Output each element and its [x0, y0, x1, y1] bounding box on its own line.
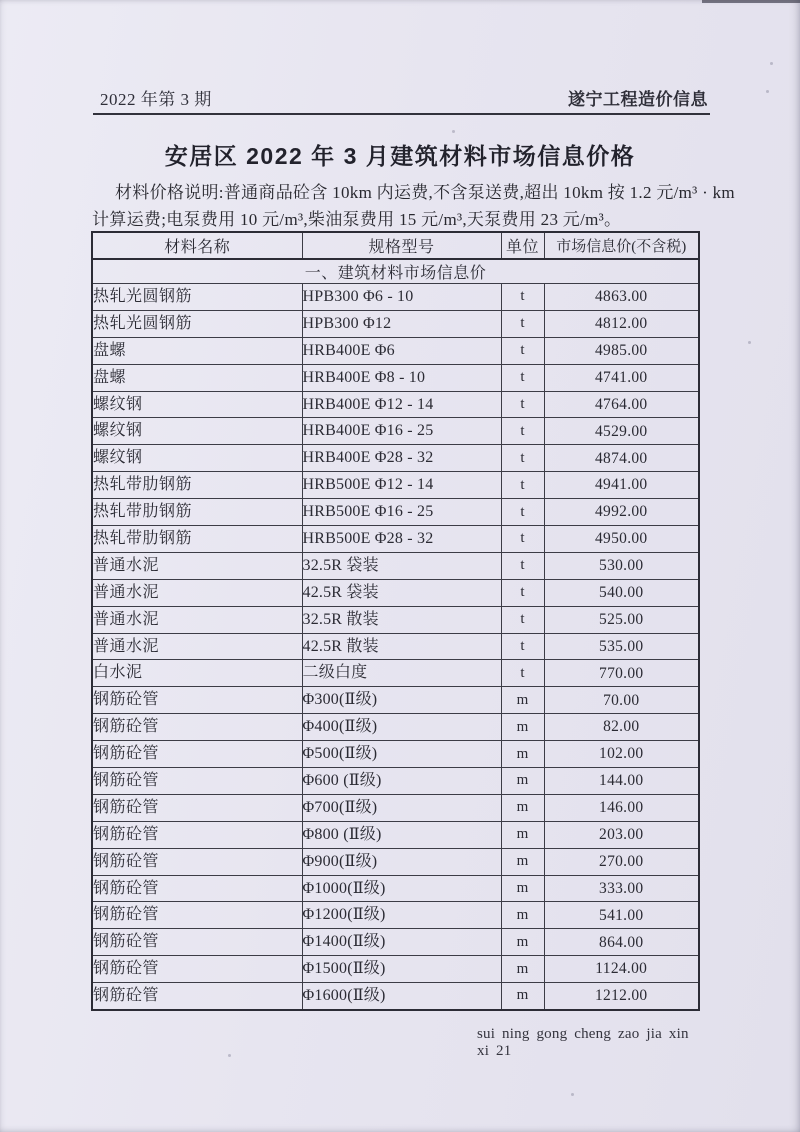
unit-cell: t: [501, 337, 544, 364]
price-cell: 82.00: [544, 714, 699, 741]
table-row: [92, 526, 699, 553]
spec-cell: Φ700(Ⅱ级): [302, 794, 501, 821]
price-cell: 1212.00: [544, 983, 699, 1010]
unit-cell: t: [501, 579, 544, 606]
spec-cell: HRB500E Φ12 - 14: [302, 472, 501, 499]
spec-cell: Φ1200(Ⅱ级): [302, 902, 501, 929]
scan-speck: [452, 130, 455, 133]
spec-cell: HRB400E Φ16 - 25: [302, 418, 501, 445]
unit-cell: t: [501, 284, 544, 311]
spec-cell: HRB500E Φ16 - 25: [302, 499, 501, 526]
unit-cell: t: [501, 633, 544, 660]
material-name-cell: 钢筋砼管: [92, 848, 302, 875]
table-row: [92, 660, 699, 687]
table-row: [92, 741, 699, 768]
material-price-table: [91, 231, 700, 1011]
unit-cell: t: [501, 606, 544, 633]
price-cell: 4529.00: [544, 418, 699, 445]
spec-cell: 42.5R 袋装: [302, 579, 501, 606]
table-row: [92, 472, 699, 499]
column-header-price: 市场信息价(不含税): [544, 232, 699, 259]
price-table-body: [92, 284, 699, 1010]
material-name-cell: 钢筋砼管: [92, 983, 302, 1010]
price-cell: 4992.00: [544, 499, 699, 526]
spec-cell: HRB400E Φ28 - 32: [302, 445, 501, 472]
column-header-material: 材料名称: [92, 232, 302, 259]
column-header-spec: 规格型号: [302, 232, 501, 259]
table-row: [92, 284, 699, 311]
material-name-cell: 盘螺: [92, 364, 302, 391]
material-name-cell: 热轧光圆钢筋: [92, 284, 302, 311]
material-name-cell: 螺纹钢: [92, 418, 302, 445]
material-name-cell: 螺纹钢: [92, 445, 302, 472]
spec-cell: Φ900(Ⅱ级): [302, 848, 501, 875]
table-row: [92, 768, 699, 795]
price-cell: 70.00: [544, 687, 699, 714]
price-cell: 770.00: [544, 660, 699, 687]
unit-cell: m: [501, 983, 544, 1010]
table-row: [92, 983, 699, 1010]
material-name-cell: 普通水泥: [92, 552, 302, 579]
material-name-cell: 钢筋砼管: [92, 741, 302, 768]
table-row: [92, 633, 699, 660]
spec-cell: 42.5R 散装: [302, 633, 501, 660]
unit-cell: m: [501, 768, 544, 795]
spec-cell: 32.5R 散装: [302, 606, 501, 633]
material-name-cell: 螺纹钢: [92, 391, 302, 418]
material-name-cell: 普通水泥: [92, 633, 302, 660]
material-name-cell: 钢筋砼管: [92, 956, 302, 983]
scan-speck: [770, 62, 773, 65]
price-cell: 4941.00: [544, 472, 699, 499]
spec-cell: HRB400E Φ6: [302, 337, 501, 364]
unit-cell: m: [501, 875, 544, 902]
table-row: [92, 875, 699, 902]
spec-cell: Φ800 (Ⅱ级): [302, 821, 501, 848]
price-cell: 541.00: [544, 902, 699, 929]
spec-cell: Φ1400(Ⅱ级): [302, 929, 501, 956]
material-name-cell: 热轧带肋钢筋: [92, 472, 302, 499]
price-cell: 144.00: [544, 768, 699, 795]
material-name-cell: 钢筋砼管: [92, 714, 302, 741]
material-name-cell: 盘螺: [92, 337, 302, 364]
material-name-cell: 普通水泥: [92, 606, 302, 633]
spec-cell: Φ300(Ⅱ级): [302, 687, 501, 714]
spec-cell: HRB400E Φ12 - 14: [302, 391, 501, 418]
material-name-cell: 白水泥: [92, 660, 302, 687]
unit-cell: t: [501, 364, 544, 391]
unit-cell: m: [501, 687, 544, 714]
price-note-line-1: 材料价格说明:普通商品砼含 10km 内运费,不含泵送费,超出 10km 按 1.2 元/m³ · km: [115, 183, 735, 202]
material-name-cell: 热轧带肋钢筋: [92, 499, 302, 526]
spec-cell: Φ1500(Ⅱ级): [302, 956, 501, 983]
unit-cell: t: [501, 526, 544, 553]
section-title-row: [92, 259, 699, 284]
spec-cell: Φ1600(Ⅱ级): [302, 983, 501, 1010]
material-name-cell: 钢筋砼管: [92, 902, 302, 929]
price-cell: 146.00: [544, 794, 699, 821]
scan-edge-artifact: [702, 0, 800, 3]
table-row: [92, 418, 699, 445]
table-header: [92, 232, 699, 284]
table-row: [92, 337, 699, 364]
page-title: 安居区 2022 年 3 月建筑材料市场信息价格: [164, 143, 636, 169]
price-cell: 270.00: [544, 848, 699, 875]
spec-cell: Φ500(Ⅱ级): [302, 741, 501, 768]
price-cell: 203.00: [544, 821, 699, 848]
price-note-line-2: 计算运费;电泵费用 10 元/m³,柴油泵费用 15 元/m³,天泵费用 23 元/m³。: [92, 210, 622, 229]
section-title: 一、建筑材料市场信息价: [92, 259, 699, 284]
issue-label: 2022 年第 3 期: [100, 90, 212, 109]
table-row: [92, 445, 699, 472]
price-cell: 525.00: [544, 606, 699, 633]
material-name-cell: 钢筋砼管: [92, 794, 302, 821]
price-cell: 4863.00: [544, 284, 699, 311]
header-rule: [93, 113, 710, 115]
unit-cell: m: [501, 821, 544, 848]
spec-cell: HPB300 Φ6 - 10: [302, 284, 501, 311]
material-name-cell: 普通水泥: [92, 579, 302, 606]
price-cell: 530.00: [544, 552, 699, 579]
scan-speck: [748, 341, 751, 344]
table-row: [92, 821, 699, 848]
table-header-row: [92, 232, 699, 259]
table-row: [92, 794, 699, 821]
spec-cell: 二级白度: [302, 660, 501, 687]
price-cell: 540.00: [544, 579, 699, 606]
journal-name: 遂宁工程造价信息: [568, 90, 708, 109]
price-cell: 4950.00: [544, 526, 699, 553]
unit-cell: t: [501, 391, 544, 418]
unit-cell: m: [501, 741, 544, 768]
material-name-cell: 热轧带肋钢筋: [92, 526, 302, 553]
table-row: [92, 606, 699, 633]
price-cell: 4874.00: [544, 445, 699, 472]
material-name-cell: 钢筋砼管: [92, 687, 302, 714]
unit-cell: m: [501, 929, 544, 956]
price-cell: 864.00: [544, 929, 699, 956]
table-row: [92, 902, 699, 929]
unit-cell: t: [501, 445, 544, 472]
price-cell: 4741.00: [544, 364, 699, 391]
material-name-cell: 钢筋砼管: [92, 929, 302, 956]
unit-cell: m: [501, 848, 544, 875]
table-row: [92, 848, 699, 875]
table-row: [92, 929, 699, 956]
unit-cell: t: [501, 552, 544, 579]
price-cell: 102.00: [544, 741, 699, 768]
price-cell: 535.00: [544, 633, 699, 660]
material-name-cell: 钢筋砼管: [92, 768, 302, 795]
material-name-cell: 热轧光圆钢筋: [92, 310, 302, 337]
table-row: [92, 499, 699, 526]
table-row: [92, 714, 699, 741]
unit-cell: t: [501, 472, 544, 499]
unit-cell: m: [501, 956, 544, 983]
table-row: [92, 687, 699, 714]
unit-cell: t: [501, 499, 544, 526]
spec-cell: HRB500E Φ28 - 32: [302, 526, 501, 553]
scan-speck: [766, 90, 769, 93]
table-row: [92, 364, 699, 391]
material-name-cell: 钢筋砼管: [92, 875, 302, 902]
unit-cell: m: [501, 714, 544, 741]
table-row: [92, 956, 699, 983]
scan-speck: [571, 1093, 574, 1096]
scan-speck: [228, 1054, 231, 1057]
spec-cell: HPB300 Φ12: [302, 310, 501, 337]
price-cell: 4764.00: [544, 391, 699, 418]
table-row: [92, 391, 699, 418]
table-row: [92, 310, 699, 337]
price-cell: 1124.00: [544, 956, 699, 983]
price-cell: 333.00: [544, 875, 699, 902]
spec-cell: Φ600 (Ⅱ级): [302, 768, 501, 795]
material-name-cell: 钢筋砼管: [92, 821, 302, 848]
column-header-unit: 单位: [501, 232, 544, 259]
price-cell: 4812.00: [544, 310, 699, 337]
spec-cell: Φ1000(Ⅱ级): [302, 875, 501, 902]
unit-cell: t: [501, 418, 544, 445]
spec-cell: Φ400(Ⅱ级): [302, 714, 501, 741]
table-row: [92, 579, 699, 606]
unit-cell: t: [501, 660, 544, 687]
unit-cell: t: [501, 310, 544, 337]
spec-cell: 32.5R 袋装: [302, 552, 501, 579]
unit-cell: m: [501, 794, 544, 821]
page-footer: sui ning gong cheng zao jia xin xi 21: [477, 1026, 689, 1059]
price-cell: 4985.00: [544, 337, 699, 364]
unit-cell: m: [501, 902, 544, 929]
spec-cell: HRB400E Φ8 - 10: [302, 364, 501, 391]
table-row: [92, 552, 699, 579]
